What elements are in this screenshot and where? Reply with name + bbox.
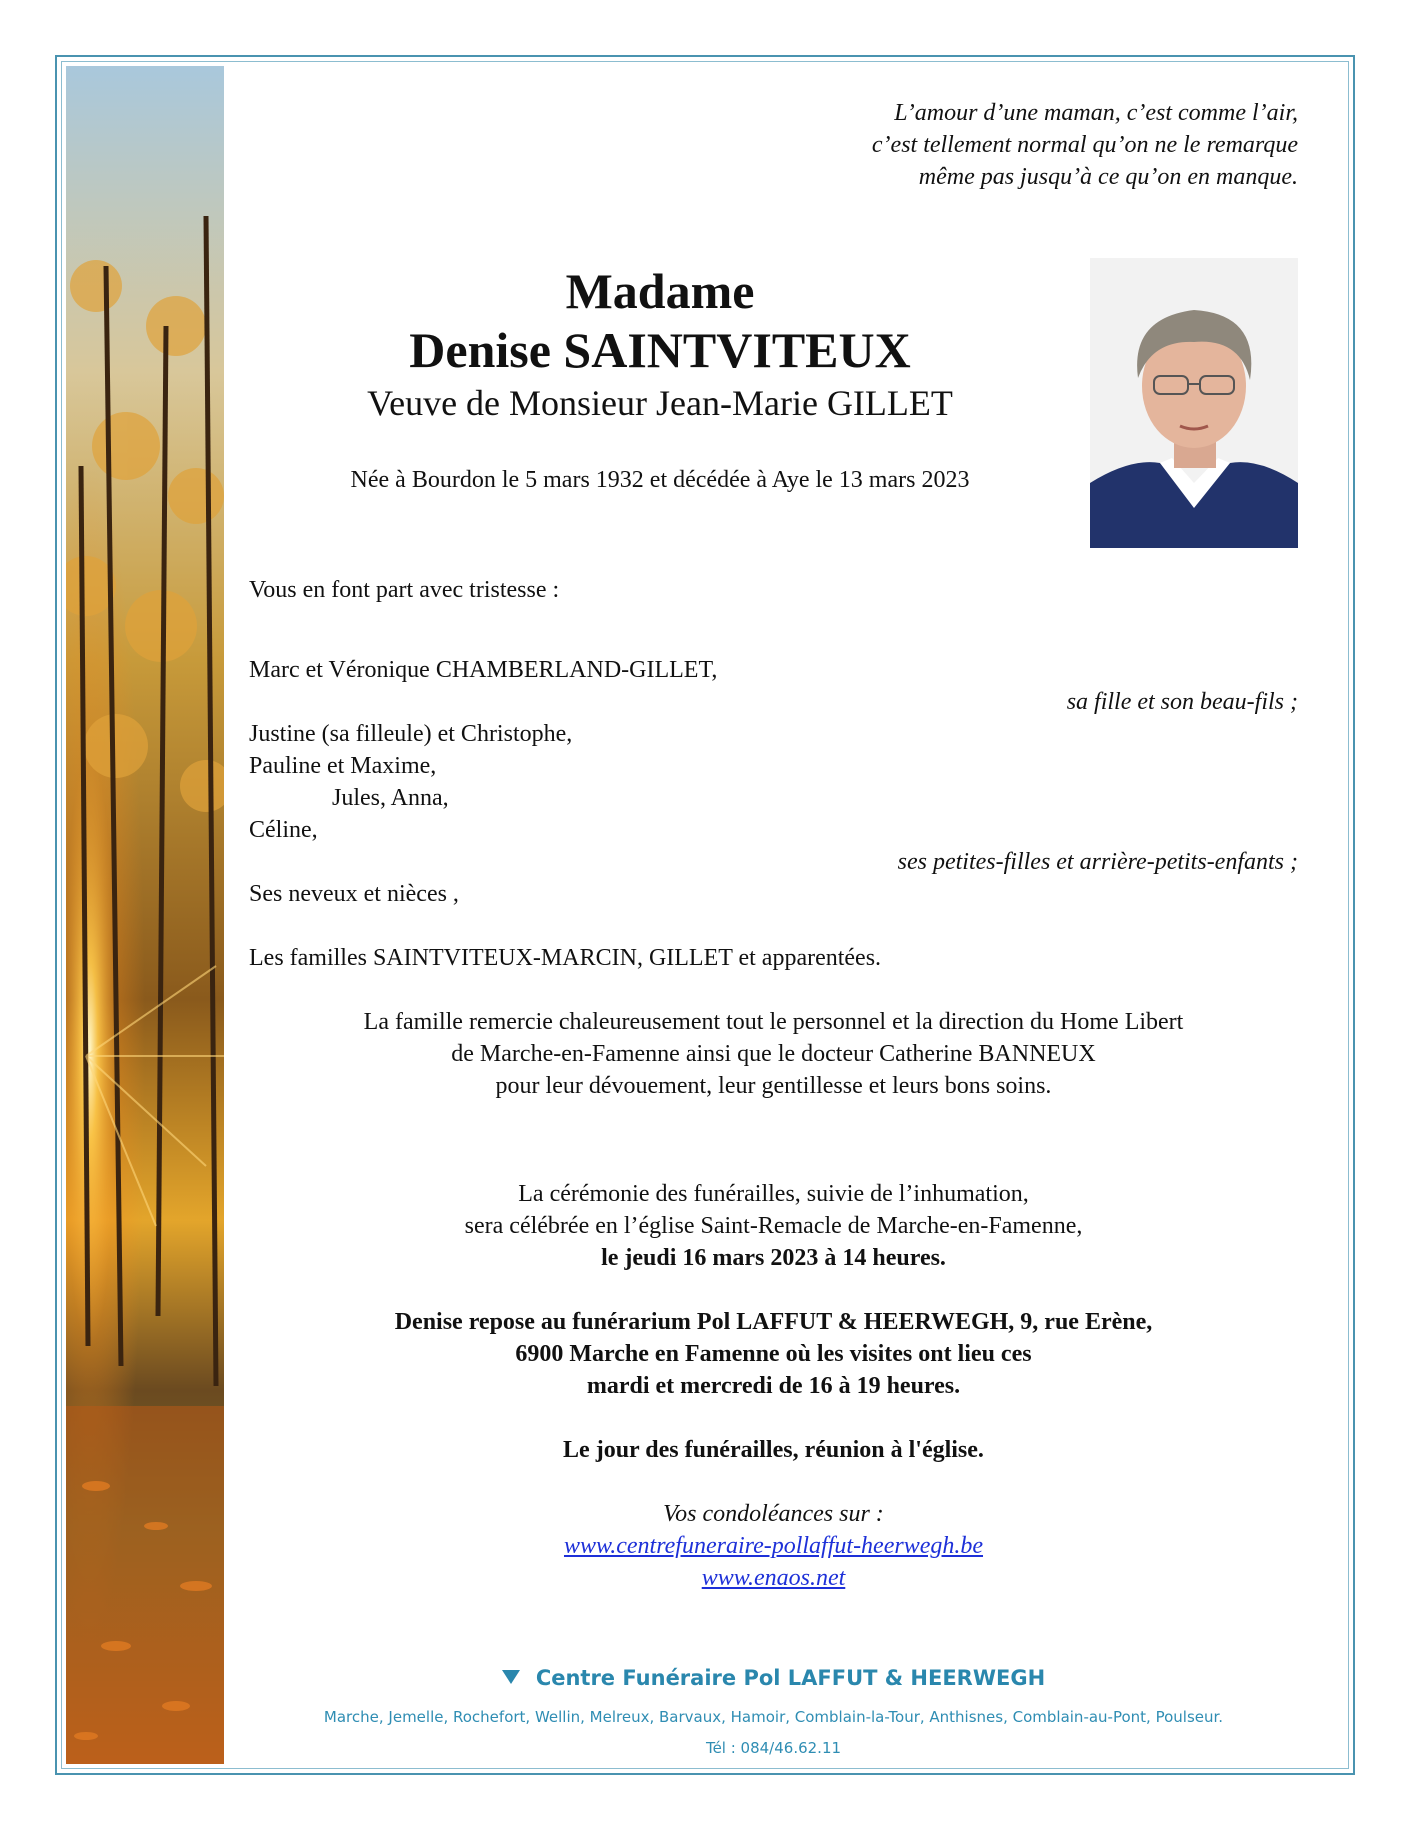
- thanks-line: de Marche-en-Famenne ainsi que le docteur Catherine BANNEUX: [451, 1041, 1096, 1067]
- footer-cities: Marche, Jemelle, Rochefort, Wellin, Melreux, Barvaux, Hamoir, Comblain-la-Tour, Anthisnes, Comblain-au-Pont, Poulseur.: [323, 1708, 1224, 1726]
- thanks-line: La famille remercie chaleureusement tout le personnel et la direction du Home Libert: [363, 1009, 1184, 1035]
- thanks-line: pour leur dévouement, leur gentillesse et leurs bons soins.: [495, 1073, 1052, 1099]
- family-line: Les familles SAINTVITEUX-MARCIN, GILLET et apparentées.: [249, 945, 882, 971]
- family-line: Jules, Anna,: [332, 785, 449, 811]
- poem: [872, 97, 1298, 193]
- family-line: Ses neveux et nièces ,: [249, 881, 459, 907]
- family-line: Marc et Véronique CHAMBERLAND-GILLET,: [249, 657, 718, 683]
- family-line: Justine (sa filleule) et Christophe,: [249, 721, 573, 747]
- ceremony-date: le jeudi 16 mars 2023 à 14 heures.: [601, 1245, 946, 1271]
- triangle-down-icon: [502, 1670, 520, 1684]
- deceased-name: Denise SAINTVITEUX: [409, 322, 911, 378]
- footer-company-name: Centre Funéraire Pol LAFFUT & HEERWEGH: [535, 1666, 1046, 1690]
- visit-line: 6900 Marche en Famenne où les visites ont lieu ces: [515, 1341, 1032, 1367]
- title-madame: Madame: [565, 263, 755, 319]
- visit-line: mardi et mercredi de 16 à 19 heures.: [586, 1373, 961, 1399]
- visit-text: [249, 1306, 1298, 1402]
- ceremony-line: sera célébrée en l’église Saint-Remacle de Marche-en-Famenne,: [464, 1213, 1083, 1239]
- intro-text: Vous en font part avec tristesse :: [249, 577, 560, 603]
- family-role: sa fille et son beau-fils ;: [1066, 689, 1298, 715]
- portrait-photo: [1090, 258, 1298, 548]
- condolences: [249, 1498, 1298, 1594]
- ceremony-text: [249, 1178, 1298, 1274]
- condolences-label: Vos condoléances sur :: [663, 1501, 884, 1527]
- visit-line: Denise repose au funérarium Pol LAFFUT & HEERWEGH, 9, rue Erène,: [394, 1309, 1153, 1335]
- condolences-link-enaos[interactable]: www.enaos.net: [701, 1565, 846, 1591]
- poem-line: L’amour d’une maman, c’est comme l’air,: [894, 100, 1298, 126]
- widow-of: Veuve de Monsieur Jean-Marie GILLET: [367, 383, 953, 423]
- deceased-header: [260, 262, 1060, 426]
- family-line: Céline,: [249, 817, 318, 843]
- poem-line: c’est tellement normal qu’on ne le remarque: [871, 132, 1298, 158]
- footer-phone: Tél : 084/46.62.11: [705, 1739, 842, 1757]
- birth-death-dates: Née à Bourdon le 5 mars 1932 et décédée à Aye le 13 mars 2023: [350, 467, 970, 493]
- condolences-link-funeral-center[interactable]: www.centrefuneraire-pollaffut-heerwegh.be: [563, 1533, 984, 1559]
- footer-company: [249, 1666, 1298, 1690]
- meeting-text: Le jour des funérailles, réunion à l'église.: [563, 1437, 984, 1463]
- thanks-text: [249, 1006, 1298, 1102]
- ceremony-line: La cérémonie des funérailles, suivie de l’inhumation,: [518, 1181, 1029, 1207]
- family-role: ses petites-filles et arrière-petits-enfants ;: [897, 849, 1298, 875]
- family-line: Pauline et Maxime,: [249, 753, 437, 779]
- autumn-forest-image: [66, 66, 224, 1764]
- poem-line: même pas jusqu’à ce qu’on en manque.: [918, 164, 1298, 190]
